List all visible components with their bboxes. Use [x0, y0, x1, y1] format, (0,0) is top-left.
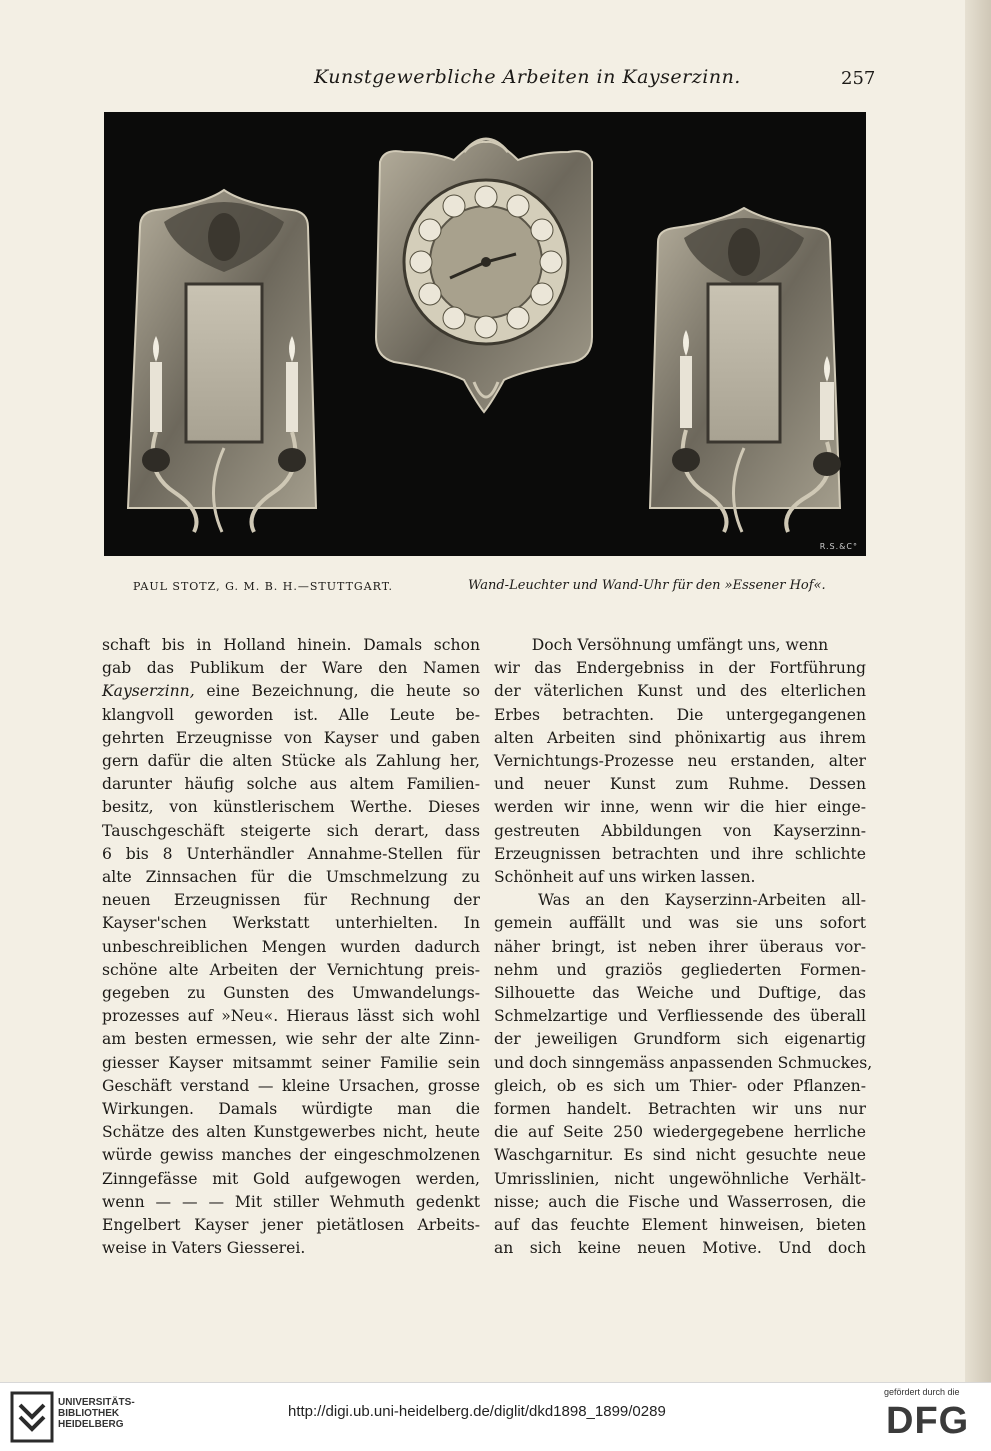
text-line: Zinngefässe mit Gold aufgewogen werden, — [102, 1169, 480, 1188]
text-line: wir das Endergebniss in der Fortführung — [494, 659, 866, 678]
text-line: Kayserzinn, eine Bezeichnung, die heute so — [102, 682, 480, 701]
text-line: giesser Kayser mitsammt seiner Familie sein — [102, 1053, 480, 1072]
plate-illustration — [104, 112, 866, 556]
running-head — [0, 66, 991, 92]
left-wall-sconce — [128, 190, 316, 532]
library-name-line: HEIDELBERG — [58, 1419, 124, 1430]
text-line: Wirkungen. Damals würdigte man die — [102, 1100, 480, 1119]
text-line: Erzeugnissen betrachten und ihre schlichte — [494, 844, 866, 863]
text-line: alte Zinnsachen für die Umschmelzung zu — [102, 868, 480, 887]
wall-clock — [376, 139, 592, 412]
text-line: der väterlichen Kunst und des elterlichen — [494, 682, 866, 701]
italic-term: Kayserzinn, — [102, 682, 195, 701]
university-library-logo-icon — [10, 1391, 54, 1443]
text-line: näher bringt, ist neben ihrer überaus vor- — [494, 937, 866, 956]
text-line: Doch Versöhnung umfängt uns, wenn — [531, 636, 829, 654]
text-line: der jeweiligen Grundform sich eigenartig — [494, 1030, 866, 1049]
text-line: gestreuten Abbildungen von Kayserzinn- — [494, 821, 866, 840]
text-line: werden wir inne, wenn wir die hier einge- — [494, 798, 866, 817]
text-line: wenn — — — Mit stiller Wehmuth gedenkt — [102, 1192, 480, 1211]
text-line: Schönheit auf uns wirken lassen. — [494, 868, 756, 887]
funded-by-label: gefördert durch die — [884, 1387, 960, 1397]
text-line: und doch sinngemäss anpassenden Schmuckes, — [494, 1053, 873, 1072]
text-line: Silhouette das Weiche und Duftige, das — [494, 984, 866, 1003]
text-line: Schätze des alten Kunstgewerbes nicht, heute — [102, 1123, 480, 1142]
text-line: gleich, ob es sich um Thier- oder Pflanzen- — [494, 1076, 866, 1095]
digitization-footer — [0, 1382, 991, 1451]
library-name-line: BIBLIOTHEK — [58, 1408, 120, 1419]
text-line: klangvoll geworden ist. Alle Leute be- — [102, 705, 480, 724]
text-line: gern dafür die alten Stücke als Zahlung her, — [102, 752, 480, 771]
text-line: gehrten Erzeugnisse von Kayser und gaben — [102, 728, 480, 747]
text-line: 6 bis 8 Unterhändler Annahme-Stellen für — [102, 844, 480, 863]
text-line: an sich keine neuen Motive. Und doch — [494, 1239, 866, 1258]
library-name — [58, 1397, 135, 1430]
text-line: am besten ermessen, wie sehr der alte Zinn- — [102, 1030, 480, 1049]
text-line: formen handelt. Betrachten wir uns nur — [494, 1100, 866, 1119]
text-line: weise in Vaters Giesserei. — [102, 1239, 306, 1258]
text-line: Schmelzartige und Verfliessende des überall — [494, 1007, 866, 1026]
text-line: neuen Erzeugnissen für Rechnung der — [102, 891, 480, 910]
text-line: nisse; auch die Fische und Wasserrosen, die — [494, 1192, 866, 1211]
text-line: darunter häufig solche aus altem Familien- — [102, 775, 480, 794]
text-line: gemein auffällt und was sie uns sofort — [494, 914, 866, 933]
text-line: und neuer Kunst zum Ruhme. Dessen — [494, 775, 866, 794]
text-line: besitz, von künstlerischem Werthe. Dieses — [102, 798, 480, 817]
text-line: die auf Seite 250 wiedergegebene herrliche — [494, 1123, 866, 1142]
dfg-logo: DFG — [886, 1400, 970, 1442]
text-line: gegeben zu Gunsten des Umwandelungs- — [102, 984, 480, 1003]
text-line: alten Arbeiten sind phönixartig aus ihrem — [494, 728, 866, 747]
permalink-url[interactable]: http://digi.ub.uni-heidelberg.de/diglit/dkd1898_1899/0289 — [288, 1403, 666, 1420]
text-line: Erbes betrachten. Die untergegangenen — [494, 705, 866, 724]
text-line: Kayser'schen Werkstatt unterhielten. In — [102, 914, 480, 933]
page-spine-shadow — [965, 0, 991, 1382]
text-column-right — [494, 634, 873, 1260]
text-line: Waschgarnitur. Es sind nicht gesuchte neue — [494, 1146, 866, 1165]
text-line: Umrisslinien, nicht ungewöhnliche Verhält- — [494, 1169, 866, 1188]
text-line: auf das feuchte Element hinweisen, bieten — [494, 1216, 866, 1235]
text-line: unbeschreiblichen Mengen wurden dadurch — [102, 937, 480, 956]
text-line: Geschäft verstand — kleine Ursachen, grosse — [102, 1076, 480, 1095]
text-line: Was an den Kayserzinn-Arbeiten all- — [538, 891, 866, 910]
text-line: nehm und graziös gegliederten Formen- — [494, 960, 866, 979]
running-title: Kunstgewerbliche Arbeiten in Kayserzinn. — [314, 66, 741, 88]
text-line: gab das Publikum der Ware den Namen — [102, 659, 480, 678]
text-line: Tauschgeschäft steigerte sich derart, dass — [102, 821, 480, 840]
caption-title: Wand-Leuchter und Wand-Uhr für den »Essener Hof«. — [468, 578, 826, 593]
text-line: Engelbert Kayser jener pietätlosen Arbeits- — [102, 1216, 480, 1235]
engraver-mark: R.S.&C° — [819, 542, 858, 551]
page-number: 257 — [841, 68, 876, 89]
text-line: prozesses auf »Neu«. Hieraus lässt sich wohl — [102, 1007, 480, 1026]
right-wall-sconce — [650, 208, 841, 532]
text-line: schöne alte Arbeiten der Vernichtung preis- — [102, 960, 480, 979]
library-name-line: UNIVERSITÄTS- — [58, 1397, 135, 1408]
text-line: würde gewiss manches der eingeschmolzenen — [102, 1146, 480, 1165]
text-line: schaft bis in Holland hinein. Damals schon — [102, 636, 480, 654]
photo-plate — [104, 112, 866, 556]
caption-maker: PAUL STOTZ, G. M. B. H.—STUTTGART. — [133, 580, 393, 593]
text-line: Vernichtungs-Prozesse neu erstanden, alter — [494, 752, 866, 771]
text-column-left — [102, 634, 480, 1260]
